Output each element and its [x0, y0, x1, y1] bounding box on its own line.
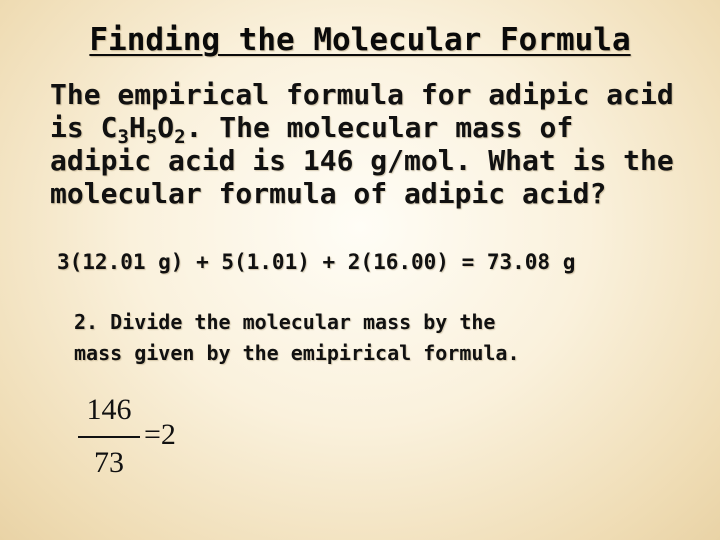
- fraction-bar: [78, 436, 140, 438]
- equation-denominator: 73: [94, 446, 124, 479]
- formula-h-subscript: 5: [145, 126, 158, 148]
- slide-title: [0, 18, 720, 62]
- question-line-3: adipic acid is 146 g/mol. What is the: [50, 144, 674, 177]
- ratio-equation: [78, 392, 208, 492]
- slide-title-text: Finding the Molecular Formula: [89, 22, 631, 58]
- step-2-line-1: 2. Divide the molecular mass by the: [74, 310, 496, 334]
- formula-o-subscript: 2: [174, 126, 186, 148]
- question-line-1: The empirical formula for adipic acid: [50, 78, 674, 111]
- equation-numerator: 146: [86, 393, 132, 426]
- formula-o: O: [157, 111, 175, 144]
- step-2-instruction: [74, 307, 520, 369]
- formula-c: C: [100, 111, 118, 144]
- step-2-line-2: mass given by the emipirical formula.: [74, 341, 520, 365]
- question-line-4: molecular formula of adipic acid?: [50, 177, 607, 210]
- empirical-mass-calculation: 3(12.01 g) + 5(1.01) + 2(16.00) = 73.08 g: [57, 250, 576, 274]
- question-line-2-prefix: is: [50, 111, 101, 144]
- formula-c-subscript: 3: [117, 126, 129, 148]
- question-line-2: [50, 111, 710, 148]
- formula-h: H: [128, 111, 146, 144]
- equation-result: =2: [144, 418, 176, 451]
- question-text: [50, 78, 710, 210]
- question-line-2-suffix: . The molecular mass of: [185, 111, 574, 144]
